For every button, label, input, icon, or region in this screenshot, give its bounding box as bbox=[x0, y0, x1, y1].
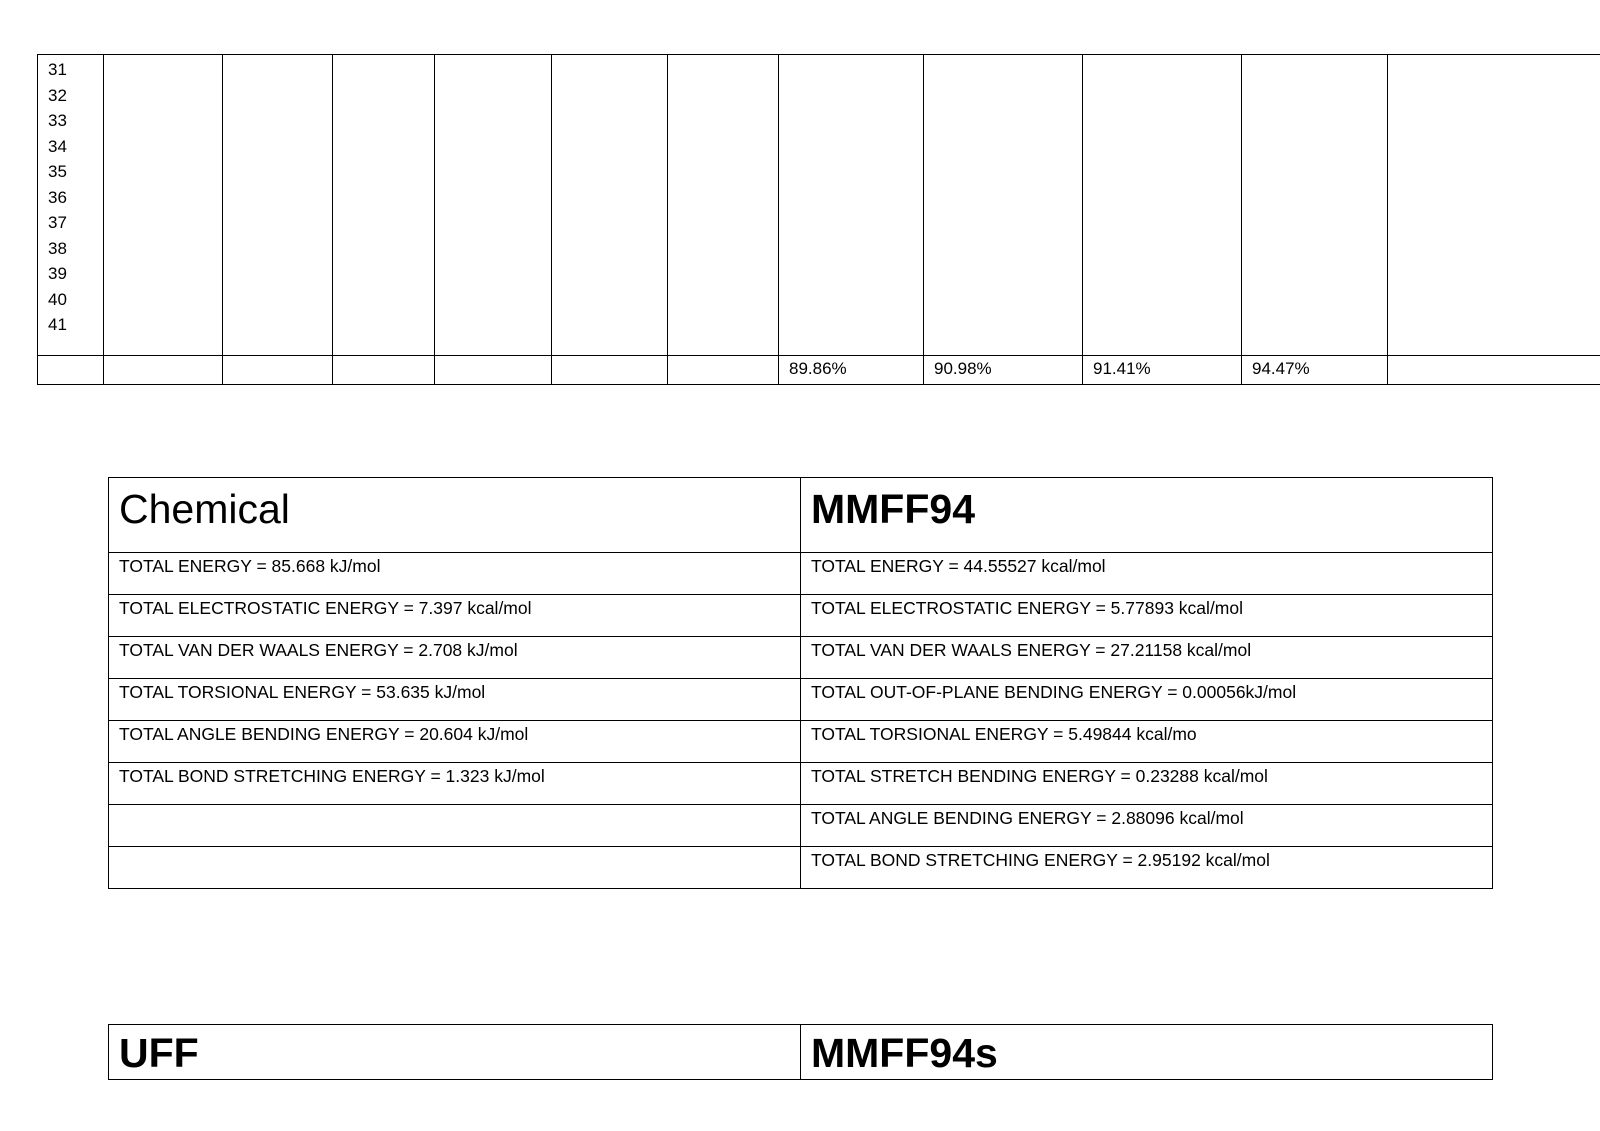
table-row bbox=[109, 847, 1493, 889]
table-row bbox=[109, 595, 1493, 637]
table-cell: TOTAL ANGLE BENDING ENERGY = 2.88096 kcal/mol bbox=[801, 805, 1493, 847]
header-chemical: Chemical bbox=[109, 478, 801, 553]
row-number: 35 bbox=[48, 162, 67, 181]
table-cell: TOTAL TORSIONAL ENERGY = 53.635 kJ/mol bbox=[109, 679, 801, 721]
table-cell: TOTAL VAN DER WAALS ENERGY = 27.21158 kcal/mol bbox=[801, 637, 1493, 679]
table-cell: TOTAL STRETCH BENDING ENERGY = 0.23288 kcal/mol bbox=[801, 763, 1493, 805]
table-cell: TOTAL ENERGY = 85.668 kJ/mol bbox=[109, 553, 801, 595]
row-number: 31 bbox=[48, 60, 67, 79]
row-number: 41 bbox=[48, 315, 67, 334]
table-header-row bbox=[109, 478, 1493, 553]
table-row bbox=[109, 637, 1493, 679]
header-mmff94: MMFF94 bbox=[801, 478, 1493, 553]
table-row bbox=[109, 679, 1493, 721]
percentage-cell: 89.86% bbox=[789, 359, 847, 378]
table-column bbox=[668, 55, 779, 384]
table-row bbox=[109, 763, 1493, 805]
header-uff: UFF bbox=[109, 1025, 801, 1080]
table-cell bbox=[109, 847, 801, 889]
table-cell: TOTAL BOND STRETCHING ENERGY = 1.323 kJ/mol bbox=[109, 763, 801, 805]
row-number: 36 bbox=[48, 187, 67, 207]
table-column bbox=[1083, 55, 1242, 384]
row-number: 34 bbox=[48, 136, 67, 156]
table-cell: TOTAL ENERGY = 44.55527 kcal/mol bbox=[801, 553, 1493, 595]
percentage-cell: 90.98% bbox=[934, 359, 992, 378]
table-cell: TOTAL TORSIONAL ENERGY = 5.49844 kcal/mo bbox=[801, 721, 1493, 763]
table-cell: TOTAL ANGLE BENDING ENERGY = 20.604 kJ/mol bbox=[109, 721, 801, 763]
percentage-cell: 91.41% bbox=[1093, 359, 1151, 378]
row-number: 33 bbox=[48, 111, 67, 130]
table-column bbox=[333, 55, 435, 384]
table-row bbox=[109, 805, 1493, 847]
row-number: 32 bbox=[48, 85, 67, 105]
table-cell: TOTAL ELECTROSTATIC ENERGY = 7.397 kcal/mol bbox=[109, 595, 801, 637]
table-cell: TOTAL BOND STRETCHING ENERGY = 2.95192 kcal/mol bbox=[801, 847, 1493, 889]
table-cell: TOTAL OUT-OF-PLANE BENDING ENERGY = 0.00056kJ/mol bbox=[801, 679, 1493, 721]
table-bottom-border bbox=[38, 384, 1600, 385]
table-column bbox=[435, 55, 552, 384]
row-number: 40 bbox=[48, 289, 67, 309]
table-column bbox=[1242, 55, 1388, 384]
row-number: 38 bbox=[48, 238, 67, 258]
table-column bbox=[924, 55, 1083, 384]
table-cell: TOTAL VAN DER WAALS ENERGY = 2.708 kJ/mol bbox=[109, 637, 801, 679]
header-mmff94s: MMFF94s bbox=[801, 1025, 1493, 1080]
table-cell bbox=[109, 805, 801, 847]
table-row bbox=[109, 721, 1493, 763]
percentage-cell: 94.47% bbox=[1252, 359, 1310, 378]
table-column bbox=[223, 55, 333, 384]
energy-comparison-table-2 bbox=[108, 1024, 1493, 1080]
table-row bbox=[109, 553, 1493, 595]
table-header-row bbox=[109, 1025, 1493, 1080]
table-column bbox=[552, 55, 668, 384]
energy-comparison-table bbox=[108, 477, 1493, 889]
results-table bbox=[37, 54, 1600, 385]
row-number-list bbox=[48, 57, 67, 338]
table-column bbox=[779, 55, 924, 384]
row-number: 37 bbox=[48, 213, 67, 232]
table-column bbox=[104, 55, 223, 384]
table-cell: TOTAL ELECTROSTATIC ENERGY = 5.77893 kcal/mol bbox=[801, 595, 1493, 637]
row-divider bbox=[38, 355, 1600, 356]
row-number: 39 bbox=[48, 264, 67, 283]
